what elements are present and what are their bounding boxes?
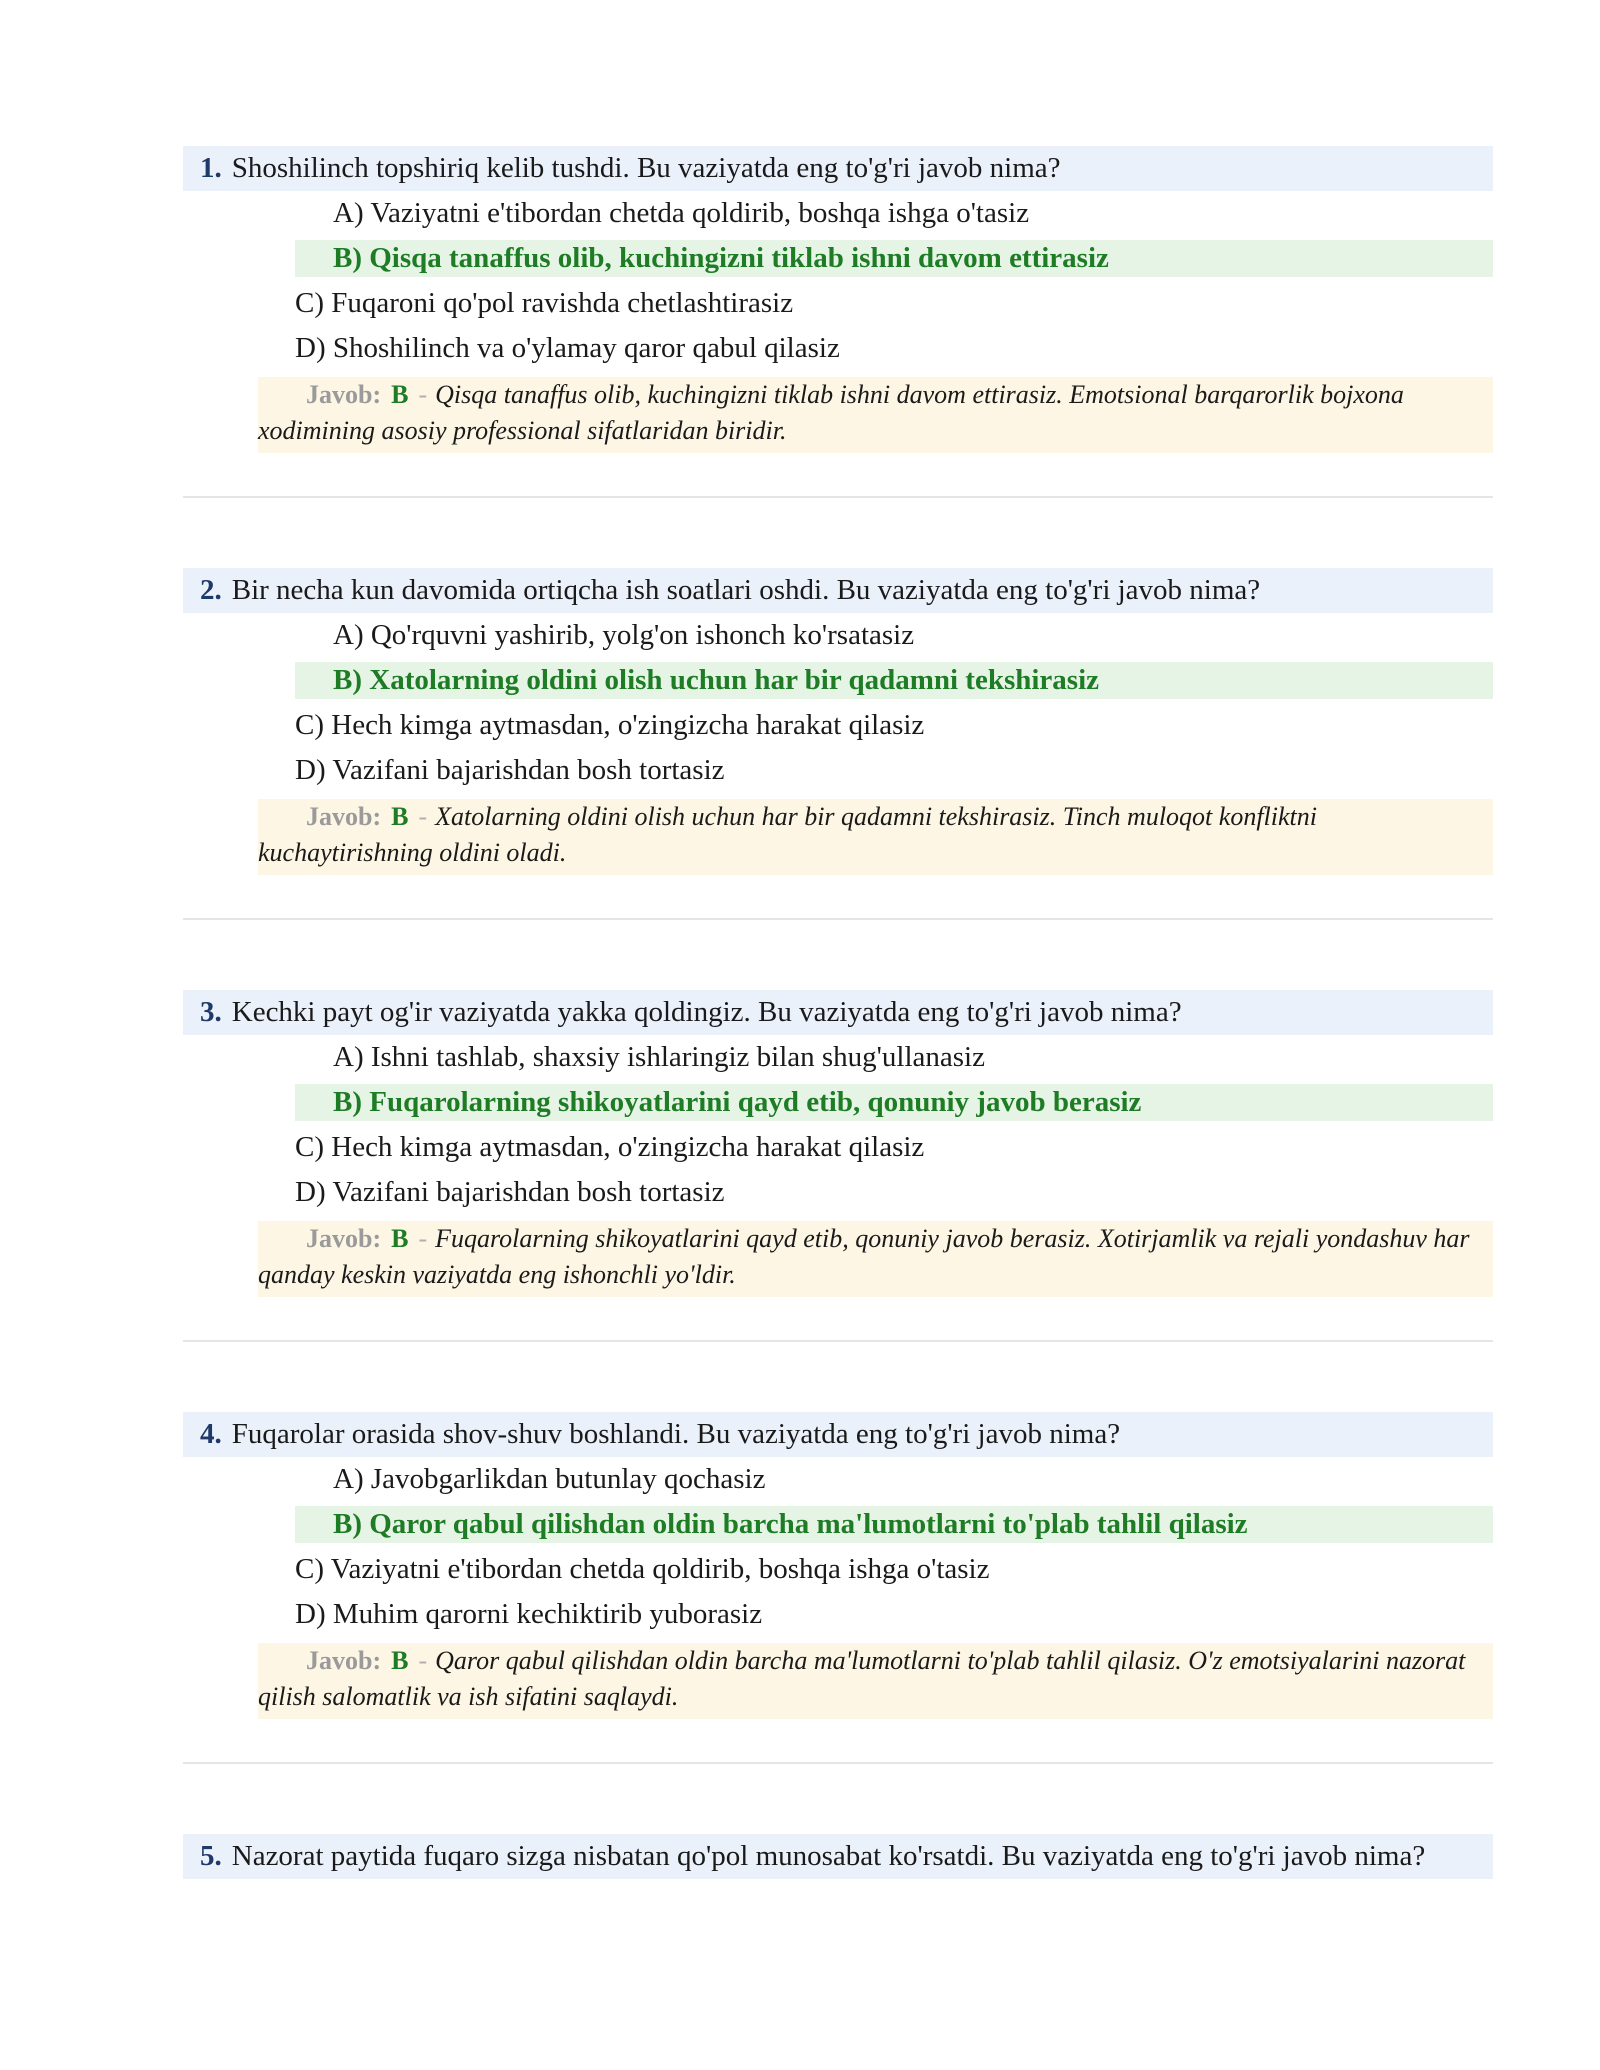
option-d: D) Shoshilinch va o'ylamay qaror qabul qilasiz [295, 332, 840, 364]
option-d: D) Muhim qarorni kechiktirib yuborasiz [295, 1598, 763, 1630]
question-text: Bir necha kun davomida ortiqcha ish soatlari oshdi. Bu vaziyatda eng to'g'ri javob nima? [231, 574, 1261, 606]
question-number: 5. [200, 1840, 222, 1872]
option-b-correct: B) Qisqa tanaffus olib, kuchingizni tiklab ishni davom ettirasiz [295, 240, 1493, 277]
option-b-correct: B) Qaror qabul qilishdan oldin barcha ma'lumotlarni to'plab tahlil qilasiz [295, 1506, 1493, 1543]
question-text: Shoshilinch topshiriq kelib tushdi. Bu vaziyatda eng to'g'ri javob nima? [231, 152, 1061, 184]
answer-letter: B [391, 380, 409, 409]
question-row [183, 146, 1493, 191]
answer-box [258, 1221, 1493, 1297]
answer-box [258, 1643, 1493, 1719]
question-text: Nazorat paytida fuqaro sizga nisbatan qo'pol munosabat ko'rsatdi. Bu vaziyatda eng to'g'ri javob nima? [231, 1840, 1426, 1872]
option-c: C) Vaziyatni e'tibordan chetda qoldirib, boshqa ishga o'tasiz [295, 1553, 990, 1585]
answer-label: Javob: [306, 802, 382, 831]
question-row [183, 568, 1493, 613]
question-number: 1. [200, 152, 222, 184]
question-number: 4. [200, 1418, 222, 1450]
answer-label: Javob: [306, 1646, 382, 1675]
option-a: A) Qo'rquvni yashirib, yolg'on ishonch ko'rsatasiz [333, 619, 915, 651]
question-block-1 [183, 146, 1493, 453]
answer-label: Javob: [306, 1224, 382, 1253]
divider [183, 496, 1493, 498]
option-a: A) Vaziyatni e'tibordan chetda qoldirib, boshqa ishga o'tasiz [333, 197, 1030, 229]
question-block-2 [183, 568, 1493, 875]
question-block-4 [183, 1412, 1493, 1719]
option-c: C) Fuqaroni qo'pol ravishda chetlashtirasiz [295, 287, 794, 319]
option-c: C) Hech kimga aytmasdan, o'zingizcha harakat qilasiz [295, 1131, 925, 1163]
answer-dash: - [418, 1646, 428, 1675]
question-text: Fuqarolar orasida shov-shuv boshlandi. Bu vaziyatda eng to'g'ri javob nima? [231, 1418, 1121, 1450]
question-row [183, 1834, 1493, 1879]
option-a: A) Ishni tashlab, shaxsiy ishlaringiz bilan shug'ullanasiz [333, 1041, 985, 1073]
divider [183, 1762, 1493, 1764]
answer-label: Javob: [306, 380, 382, 409]
option-d: D) Vazifani bajarishdan bosh tortasiz [295, 1176, 725, 1208]
option-b-correct: B) Xatolarning oldini olish uchun har bir qadamni tekshirasiz [295, 662, 1493, 699]
answer-dash: - [418, 1224, 428, 1253]
question-row [183, 990, 1493, 1035]
question-number: 3. [200, 996, 222, 1028]
option-a: A) Javobgarlikdan butunlay qochasiz [333, 1463, 766, 1495]
answer-letter: B [391, 1646, 409, 1675]
divider [183, 1340, 1493, 1342]
answer-explanation: Qisqa tanaffus olib, kuchingizni tiklab ishni davom ettirasiz. Emotsional barqarorlik bojxona xodimining asosiy professional sifatlaridan biridir. [258, 380, 1404, 445]
divider [183, 918, 1493, 920]
option-d: D) Vazifani bajarishdan bosh tortasiz [295, 754, 725, 786]
answer-explanation: Fuqarolarning shikoyatlarini qayd etib, qonuniy javob berasiz. Xotirjamlik va rejali yondashuv har qanday keskin vaziyatda eng ishonchli yo'ldir. [258, 1224, 1470, 1289]
answer-dash: - [418, 380, 428, 409]
answer-letter: B [391, 802, 409, 831]
question-block-5 [183, 1834, 1493, 1879]
answer-box [258, 377, 1493, 453]
question-text: Kechki payt og'ir vaziyatda yakka qoldingiz. Bu vaziyatda eng to'g'ri javob nima? [231, 996, 1182, 1028]
answer-explanation: Xatolarning oldini olish uchun har bir qadamni tekshirasiz. Tinch muloqot konfliktni kuchaytirishning oldini oladi. [258, 802, 1317, 867]
option-b-correct: B) Fuqarolarning shikoyatlarini qayd etib, qonuniy javob berasiz [295, 1084, 1493, 1121]
option-c: C) Hech kimga aytmasdan, o'zingizcha harakat qilasiz [295, 709, 925, 741]
question-row [183, 1412, 1493, 1457]
answer-explanation: Qaror qabul qilishdan oldin barcha ma'lumotlarni to'plab tahlil qilasiz. O'z emotsiyalarini nazorat qilish salomatlik va ish sifatini saqlaydi. [258, 1646, 1466, 1711]
answer-letter: B [391, 1224, 409, 1253]
question-number: 2. [200, 574, 222, 606]
question-block-3 [183, 990, 1493, 1297]
answer-dash: - [418, 802, 428, 831]
answer-box [258, 799, 1493, 875]
